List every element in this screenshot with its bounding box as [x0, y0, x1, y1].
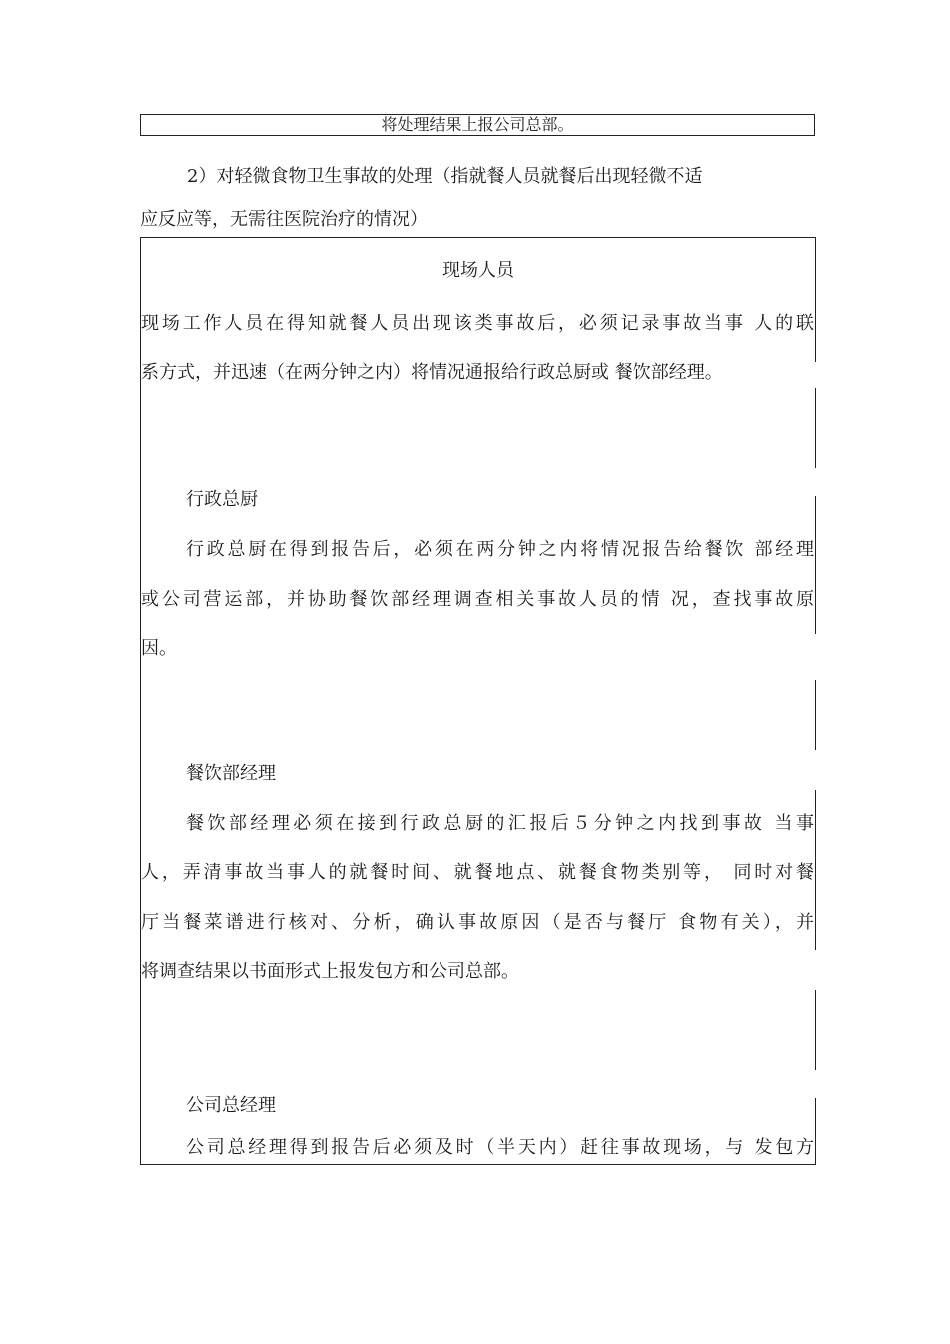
- onsite-line-2: 系方式，并迅速（在两分钟之内）将情况通报给行政总厨或 餐饮部经理。: [141, 362, 723, 383]
- gm-line-1: 公司总经理得到报告后必须及时（半天内）赶往事故现场，与 发包方: [186, 1137, 814, 1158]
- chef-line-2: 或公司营运部，并协助餐饮部经理调查相关事故人员的情 况，查找事故原: [141, 589, 814, 610]
- chef-line-3: 因。: [141, 638, 177, 659]
- onsite-line-1: 现场工作人员在得知就餐人员出现该类事故后，必须记录事故当事 人的联: [141, 313, 814, 334]
- onsite-heading: 现场人员: [442, 260, 514, 281]
- gm-heading: 公司总经理: [186, 1095, 276, 1116]
- manager-line-3: 厅当餐菜谱进行核对、分析，确认事故原因（是否与餐厅 食物有关），并: [141, 912, 814, 933]
- table-right-border-2: [815, 388, 816, 468]
- table-right-border-3: [815, 496, 816, 634]
- table-right-border-5: [815, 790, 816, 950]
- intro-line-1: 2）对轻微食物卫生事故的处理（指就餐人员就餐后出现轻微不适: [187, 166, 703, 187]
- chef-heading: 行政总厨: [186, 489, 258, 510]
- table-right-border-6: [815, 990, 816, 1070]
- top-table-row: [140, 114, 815, 136]
- table-right-border-1: [815, 237, 816, 362]
- intro-line-2: 应反应等，无需往医院治疗的情况）: [140, 209, 428, 230]
- table-right-border-7: [815, 1098, 816, 1165]
- top-row-text: 将处理结果上报公司总部。: [381, 115, 574, 134]
- manager-line-4: 将调查结果以书面形式上报发包方和公司总部。: [141, 961, 519, 982]
- chef-line-1: 行政总厨在得到报告后，必须在两分钟之内将情况报告给餐饮 部经理: [186, 539, 814, 560]
- manager-heading: 餐饮部经理: [186, 763, 276, 784]
- manager-line-2: 人，弄清事故当事人的就餐时间、就餐地点、就餐食物类别等， 同时对餐: [141, 862, 814, 883]
- table-right-border-4: [815, 680, 816, 750]
- manager-line-1: 餐饮部经理必须在接到行政总厨的汇报后５分钟之内找到事故 当事: [186, 813, 814, 834]
